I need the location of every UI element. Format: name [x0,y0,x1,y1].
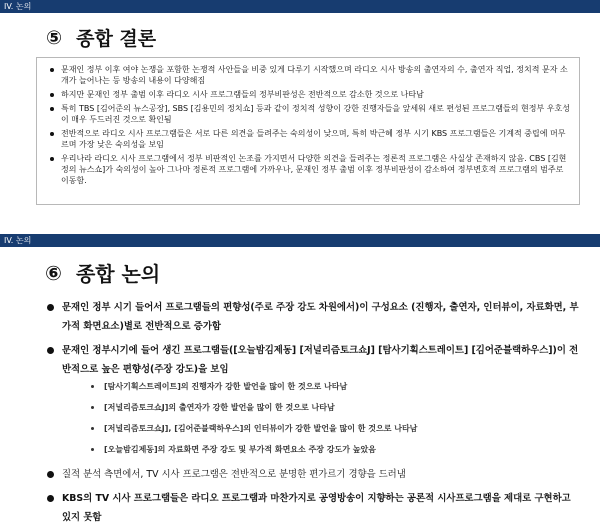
slide-title [45,258,160,287]
section-header-bar [0,234,600,247]
conclusion-box [36,57,580,205]
list-item: 우리나라 라디오 시사 프로그램에서 정부 비판적인 논조를 가지면서 다양한 의견을 들려주는 정론적 프로그램은 사실상 존재하지 않음. CBS [김현정의 뉴스쇼]가 숙의성이 높아 그나마 정론적 프로그램에 가까우나, 문재인 정부 출범 이후 정부비판성이 감소하여 정부변호적 프로그램의 범주로 이동함. [49,153,573,186]
list-item: 문재인 정부 이후 여야 논쟁을 포함한 논쟁적 사안들을 비중 있게 다루기 시작했으며 라디오 시사 방송의 출연자의 수, 출연자 직업, 정치적 문자 소개가 늘어나는 등 방송의 내용이 다양해짐 [49,64,573,86]
list-item [46,341,580,455]
list-item: 전반적으로 라디오 시사 프로그램들은 서로 다른 의견을 들려주는 숙의성이 낮으며, 특히 박근혜 정부 시기 KBS 프로그램들은 기계적 중립에 머무르며 가장 낮은 숙의성을 보임 [49,128,573,150]
list-item: 특히 TBS [김어준의 뉴스공장], SBS [김용민의 정치쇼] 등과 같이 정치적 성향이 강한 진행자들을 앞세워 새로 편성된 프로그램들의 현정부 우호성이 매우 두드러진 것으로 확인됨 [49,103,573,125]
list-item: 하지만 문재인 정부 출범 이후 라디오 시사 프로그램들의 정부비판성은 전반적으로 감소한 것으로 나타남 [49,89,573,100]
list-item-text: 문재인 정부 시기 들어서 프로그램들의 편향성(주로 주장 강도 차원에서)이 구성요소 (진행자, 출연자, 인터뷰이, 자료화면, 부가적 화면요소)별로 전반적으로 증가함 [62,302,579,332]
section-header-bar [0,0,600,13]
discussion-list [46,298,580,527]
title-number: ⑤ [46,26,63,49]
sub-list [62,381,580,455]
section-header-label: IV. 논의 [4,2,32,11]
list-item [46,298,580,336]
list-item [46,465,580,484]
title-text: 종합 논의 [75,262,161,286]
list-item-text: 문재인 정부시기에 들어 생긴 프로그램들([오늘밤김제동] [저널리즘토크쇼J] [탐사기획스트레이트] [김어준블랙하우스])이 전반적으로 높은 편향성(주장 강도)을 보임 [62,345,579,375]
slide-title [46,24,156,51]
list-item-text: 질적 분석 측면에서, TV 시사 프로그램은 전반적으로 분명한 편가르기 경향을 드러냄 [62,469,406,480]
conclusion-list [49,64,573,189]
list-item [46,489,580,527]
title-text: 종합 결론 [76,28,157,50]
sub-list-item: [저널리즘토크쇼J], [김어준블랙하우스]의 인터뷰이가 강한 발언을 많이 한 것으로 나타남 [62,423,580,434]
list-item-text: KBS의 TV 시사 프로그램들은 라디오 프로그램과 마찬가지로 공영방송이 지향하는 공론적 시사프로그램을 제대로 구현하고 있지 못함 [62,493,571,523]
sub-list-item: [저널리즘토크쇼J]의 출연자가 강한 발언을 많이 한 것으로 나타남 [62,402,580,413]
sub-list-item: [오늘밤김제동]의 자료화면 주장 강도 및 부가적 화면요소 주장 강도가 높았음 [62,444,580,455]
sub-list-item: [탐사기획스트레이트]의 진행자가 강한 발언을 많이 한 것으로 나타남 [62,381,580,392]
section-header-label: IV. 논의 [4,236,32,245]
title-number: ⑥ [45,260,62,285]
